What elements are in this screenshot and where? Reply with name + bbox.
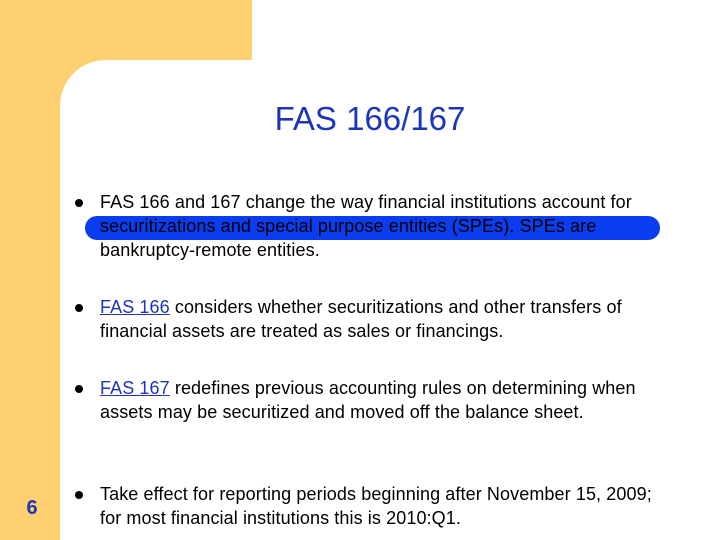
bullet-item-4 bbox=[75, 482, 675, 530]
left-decoration-strip bbox=[0, 0, 60, 540]
slide-title: FAS 166/167 bbox=[274, 100, 466, 137]
fas-166-link[interactable]: FAS 166 bbox=[100, 297, 170, 317]
fas-167-link[interactable]: FAS 167 bbox=[100, 378, 170, 398]
bullet-item-1 bbox=[75, 190, 675, 262]
bullet-text-rest: considers whether securitizations and other transfers of financial assets are treated as sales or financings. bbox=[100, 297, 622, 341]
bullet-text: Take effect for reporting periods beginning after November 15, 2009; for most financial institutions this is 2010:Q1. bbox=[100, 484, 652, 528]
bullet-text: FAS 166 and 167 change the way financial institutions account for securitizations and special purpose entities (SPEs). SPEs are bankruptcy-remote entities. bbox=[100, 192, 632, 260]
bullet-text bbox=[100, 295, 675, 343]
bullet-icon bbox=[75, 491, 83, 499]
bullet-item-2 bbox=[75, 295, 675, 343]
bullet-item-3 bbox=[75, 376, 675, 424]
bullet-text bbox=[100, 376, 675, 424]
page-number: 6 bbox=[26, 497, 38, 519]
bullet-icon bbox=[75, 199, 83, 207]
bullet-text-rest: redefines previous accounting rules on determining when assets may be securitized and moved off the balance sheet. bbox=[100, 378, 636, 422]
bullet-icon bbox=[75, 385, 83, 393]
bullet-icon bbox=[75, 304, 83, 312]
